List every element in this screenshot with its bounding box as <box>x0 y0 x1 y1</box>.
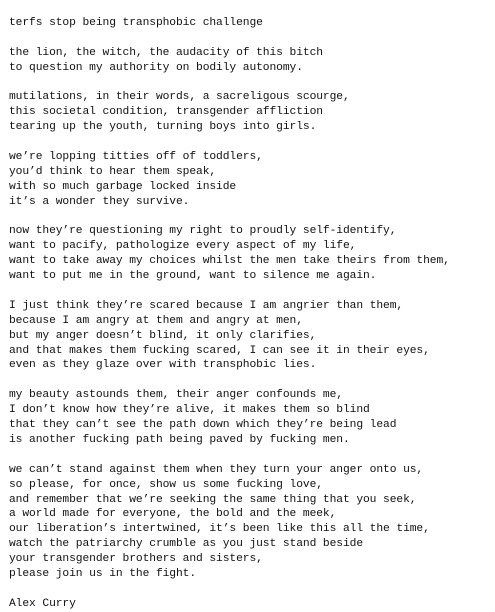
stanza-1 <box>9 46 491 76</box>
poem-line: it’s a wonder they survive. <box>9 195 190 208</box>
poem-line: tearing up the youth, turning boys into girls. <box>9 121 317 134</box>
stanza-2 <box>9 90 491 135</box>
poem-line: this societal condition, transgender affliction <box>9 106 323 119</box>
poem-line: want to put me in the ground, want to silence me again. <box>9 270 377 283</box>
poem-line: so please, for once, show us some fucking love, <box>9 478 323 491</box>
author-signature: Alex Curry <box>9 597 76 610</box>
poem-line: you’d think to hear them speak, <box>9 165 217 178</box>
poem-document <box>9 16 491 612</box>
poem-line: the lion, the witch, the audacity of this bitch <box>9 46 323 59</box>
poem-line: and that makes them fucking scared, I can see it in their eyes, <box>9 344 430 357</box>
poem-line: want to pacify, pathologize every aspect of my life, <box>9 240 357 253</box>
poem-line: is another fucking path being paved by fucking men. <box>9 433 350 446</box>
poem-title: terfs stop being transphobic challenge <box>9 17 263 29</box>
poem-line: our liberation’s intertwined, it’s been like this all the time, <box>9 523 430 536</box>
poem-line: to question my authority on bodily autonomy. <box>9 61 303 74</box>
poem-line: mutilations, in their words, a sacreligous scourge, <box>9 91 350 104</box>
poem-line: because I am angry at them and angry at men, <box>9 314 303 327</box>
poem-line: watch the patriarchy crumble as you just stand beside <box>9 538 363 551</box>
stanza-4 <box>9 224 491 284</box>
poem-line: that they can’t see the path down which they’re being lead <box>9 419 397 432</box>
poem-line: even as they glaze over with transphobic lies. <box>9 359 317 372</box>
poem-line: now they’re questioning my right to proudly self-identify, <box>9 225 397 238</box>
poem-line: I don’t know how they’re alive, it makes them so blind <box>9 404 370 417</box>
poem-line: we can’t stand against them when they turn your anger onto us, <box>9 463 424 476</box>
poem-line: I just think they’re scared because I am angrier than them, <box>9 299 404 312</box>
poem-line: please join us in the fight. <box>9 567 197 580</box>
poem-line: but my anger doesn’t blind, it only clarifies, <box>9 329 317 342</box>
poem-line: we’re lopping titties off of toddlers, <box>9 151 263 164</box>
stanza-5 <box>9 299 491 373</box>
poem-line: with so much garbage locked inside <box>9 180 237 193</box>
poem-line: want to take away my choices whilst the men take theirs from them, <box>9 255 450 268</box>
poem-line: my beauty astounds them, their anger confounds me, <box>9 389 343 402</box>
poem-line: a world made for everyone, the bold and the meek, <box>9 508 337 521</box>
poem-line: your transgender brothers and sisters, <box>9 553 263 566</box>
stanza-3 <box>9 150 491 210</box>
stanza-6 <box>9 388 491 448</box>
stanza-7 <box>9 463 491 582</box>
poem-line: and remember that we’re seeking the same thing that you seek, <box>9 493 417 506</box>
